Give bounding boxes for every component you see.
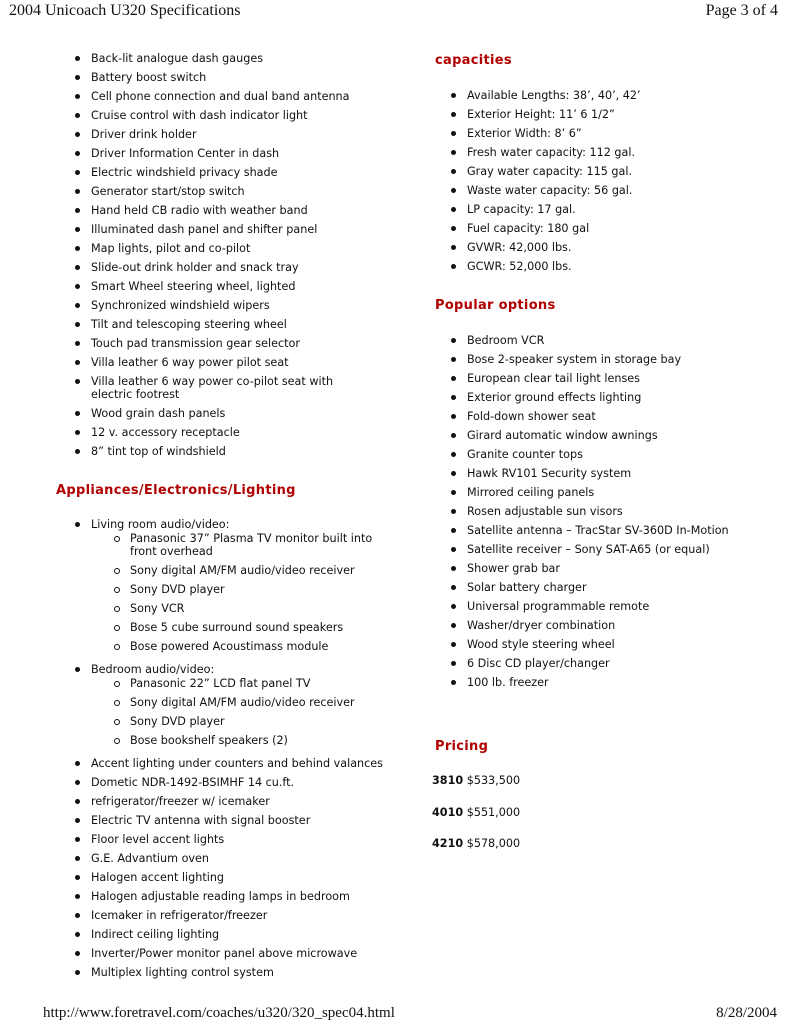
capacity-item: LP capacity: 17 gal. — [450, 203, 750, 216]
driver-feature-item: Electric windshield privacy shade — [74, 166, 374, 179]
bedroom-item — [74, 663, 394, 747]
capacity-item: GVWR: 42,000 lbs. — [450, 241, 750, 254]
living-room-item — [74, 518, 394, 653]
appliances-group — [74, 518, 394, 985]
driver-feature-item: Map lights, pilot and co-pilot — [74, 242, 374, 255]
living-room-subitem: Panasonic 37” Plasma TV monitor built into front overhead — [113, 532, 394, 558]
capacity-item: Fresh water capacity: 112 gal. — [450, 146, 750, 159]
page-number: Page 3 of 4 — [705, 2, 778, 19]
driver-feature-item: Smart Wheel steering wheel, lighted — [74, 280, 374, 293]
driver-feature-item: Wood grain dash panels — [74, 407, 374, 420]
model-number: 3810 — [432, 774, 464, 787]
driver-feature-item: Driver Information Center in dash — [74, 147, 374, 160]
driver-feature-item: Cell phone connection and dual band antenna — [74, 90, 374, 103]
option-item: Shower grab bar — [450, 562, 750, 575]
driver-feature-item: Tilt and telescoping steering wheel — [74, 318, 374, 331]
option-item: 100 lb. freezer — [450, 676, 750, 689]
bedroom-label: Bedroom audio/video: — [91, 663, 215, 676]
appliance-item: Halogen accent lighting — [74, 871, 394, 884]
capacity-item: Waste water capacity: 56 gal. — [450, 184, 750, 197]
option-item: Granite counter tops — [450, 448, 750, 461]
capacities-list — [450, 89, 750, 279]
living-room-subitem: Sony digital AM/FM audio/video receiver — [113, 564, 394, 577]
option-item: Wood style steering wheel — [450, 638, 750, 651]
pricing-heading: Pricing — [435, 739, 489, 754]
appliance-item: Accent lighting under counters and behind valances — [74, 757, 394, 770]
driver-feature-item: Illuminated dash panel and shifter panel — [74, 223, 374, 236]
driver-feature-item: Cruise control with dash indicator light — [74, 109, 374, 122]
driver-feature-item: 8” tint top of windshield — [74, 445, 374, 458]
option-item: Hawk RV101 Security system — [450, 467, 750, 480]
appliance-item: Icemaker in refrigerator/freezer — [74, 909, 394, 922]
bedroom-subitem: Bose bookshelf speakers (2) — [113, 734, 394, 747]
capacities-heading: capacities — [435, 53, 512, 68]
option-item: Girard automatic window awnings — [450, 429, 750, 442]
footer-url: http://www.foretravel.com/coaches/u320/320_spec04.html — [43, 1005, 395, 1021]
living-room-subitem: Sony VCR — [113, 602, 394, 615]
model-price: $533,500 — [466, 774, 521, 787]
driver-feature-item: Battery boost switch — [74, 71, 374, 84]
driver-feature-item: Villa leather 6 way power pilot seat — [74, 356, 374, 369]
appliance-item: Floor level accent lights — [74, 833, 394, 846]
living-room-subitem: Sony DVD player — [113, 583, 394, 596]
pricing-row — [432, 774, 520, 787]
driver-feature-item: 12 v. accessory receptacle — [74, 426, 374, 439]
driver-feature-item: Back-lit analogue dash gauges — [74, 52, 374, 65]
option-item: Bose 2-speaker system in storage bay — [450, 353, 750, 366]
living-room-subitem: Bose 5 cube surround sound speakers — [113, 621, 394, 634]
option-item: Fold-down shower seat — [450, 410, 750, 423]
appliance-item: Multiplex lighting control system — [74, 966, 394, 979]
living-room-subitem: Bose powered Acoustimass module — [113, 640, 394, 653]
capacity-item: GCWR: 52,000 lbs. — [450, 260, 750, 273]
option-item: Washer/dryer combination — [450, 619, 750, 632]
driver-feature-item: Synchronized windshield wipers — [74, 299, 374, 312]
driver-feature-item: Driver drink holder — [74, 128, 374, 141]
option-item: Mirrored ceiling panels — [450, 486, 750, 499]
appliance-item: Indirect ceiling lighting — [74, 928, 394, 941]
option-item: Universal programmable remote — [450, 600, 750, 613]
driver-feature-item: Slide-out drink holder and snack tray — [74, 261, 374, 274]
capacity-item: Fuel capacity: 180 gal — [450, 222, 750, 235]
driver-feature-item: Hand held CB radio with weather band — [74, 204, 374, 217]
model-price: $551,000 — [466, 806, 521, 819]
option-item: Satellite antenna – TracStar SV-360D In-Motion — [450, 524, 750, 537]
options-list — [450, 334, 750, 695]
bedroom-subitem: Sony digital AM/FM audio/video receiver — [113, 696, 394, 709]
appliance-item: Electric TV antenna with signal booster — [74, 814, 394, 827]
appliance-item: Inverter/Power monitor panel above microwave — [74, 947, 394, 960]
footer-date: 8/28/2004 — [716, 1005, 777, 1021]
bedroom-subitem: Sony DVD player — [113, 715, 394, 728]
driver-features-list — [74, 52, 374, 464]
pricing-row — [432, 837, 520, 850]
capacity-item: Exterior Width: 8’ 6” — [450, 127, 750, 140]
option-item: Bedroom VCR — [450, 334, 750, 347]
model-price: $578,000 — [466, 837, 521, 850]
options-heading: Popular options — [435, 298, 556, 313]
living-room-label: Living room audio/video: — [91, 518, 230, 531]
option-item: Satellite receiver – Sony SAT-A65 (or equal) — [450, 543, 750, 556]
capacity-item: Gray water capacity: 115 gal. — [450, 165, 750, 178]
appliance-item: G.E. Advantium oven — [74, 852, 394, 865]
bedroom-subitem: Panasonic 22” LCD flat panel TV — [113, 677, 394, 690]
option-item: European clear tail light lenses — [450, 372, 750, 385]
appliance-item: Halogen adjustable reading lamps in bedroom — [74, 890, 394, 903]
appliance-items-list — [74, 757, 394, 979]
model-number: 4210 — [432, 837, 464, 850]
capacity-item: Available Lengths: 38’, 40’, 42’ — [450, 89, 750, 102]
option-item: Exterior ground effects lighting — [450, 391, 750, 404]
model-number: 4010 — [432, 806, 464, 819]
option-item: 6 Disc CD player/changer — [450, 657, 750, 670]
page-header-title: 2004 Unicoach U320 Specifications — [9, 2, 241, 19]
driver-feature-item: Touch pad transmission gear selector — [74, 337, 374, 350]
appliance-item: refrigerator/freezer w/ icemaker — [74, 795, 394, 808]
pricing-row — [432, 806, 520, 819]
driver-feature-item: Villa leather 6 way power co-pilot seat with electric footrest — [74, 375, 374, 401]
living-room-sublist — [113, 532, 394, 653]
bedroom-sublist — [113, 677, 394, 747]
driver-feature-item: Generator start/stop switch — [74, 185, 374, 198]
option-item: Rosen adjustable sun visors — [450, 505, 750, 518]
appliance-item: Dometic NDR-1492-BSIMHF 14 cu.ft. — [74, 776, 394, 789]
option-item: Solar battery charger — [450, 581, 750, 594]
capacity-item: Exterior Height: 11’ 6 1/2” — [450, 108, 750, 121]
appliances-heading: Appliances/Electronics/Lighting — [56, 483, 296, 498]
